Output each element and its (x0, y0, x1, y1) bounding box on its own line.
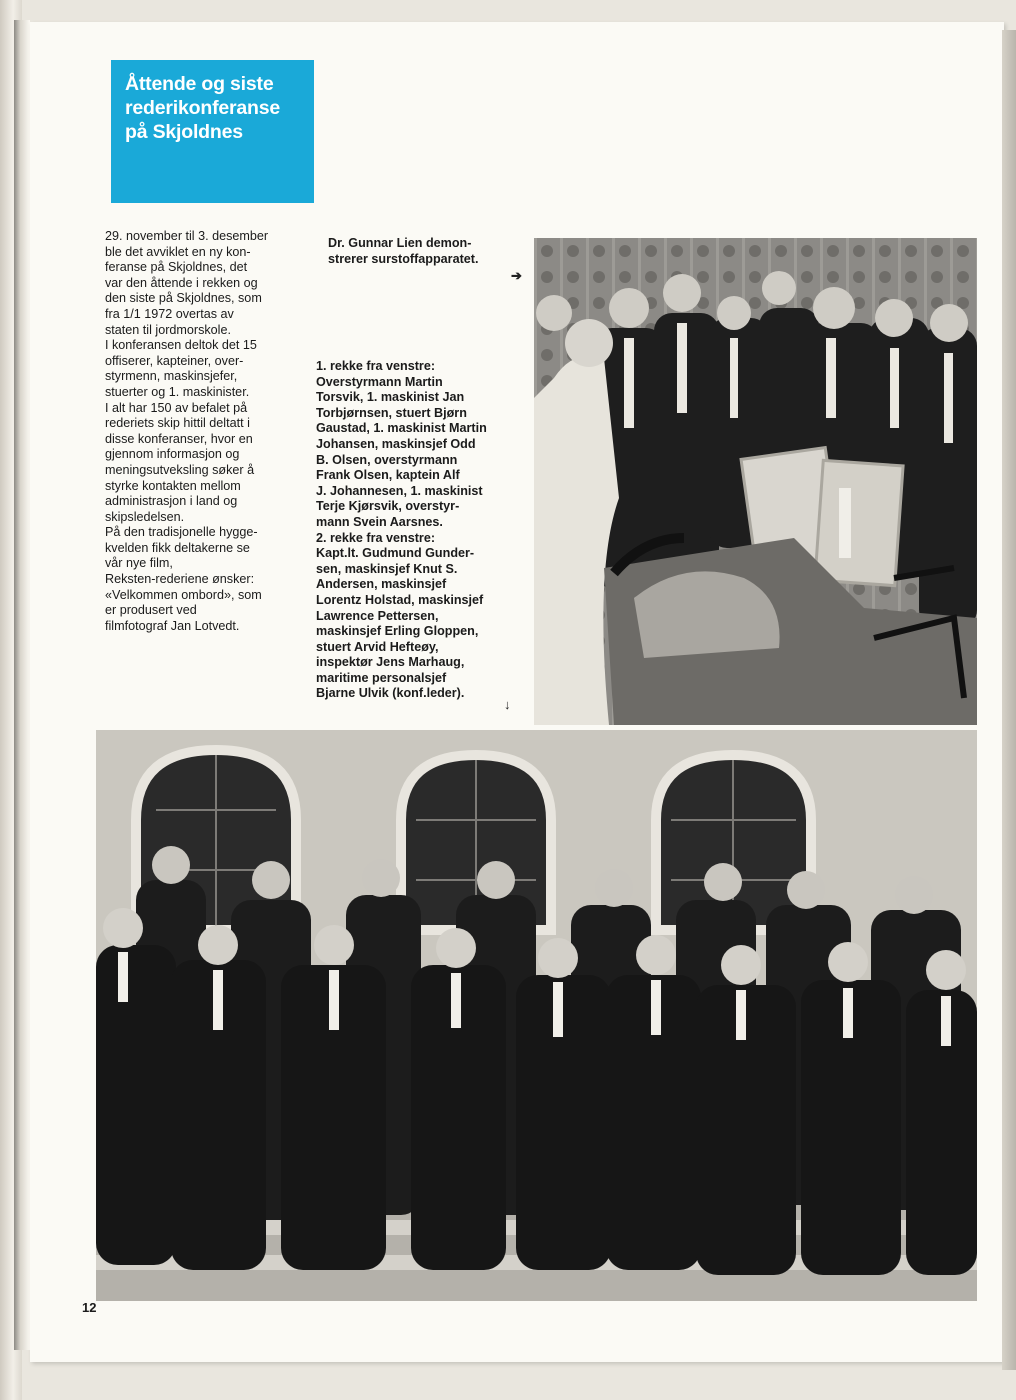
caption-line: sen, maskinsjef Knut S. (316, 561, 458, 576)
article-title-box (111, 60, 314, 203)
body-line: I konferansen deltok det 15 (105, 338, 257, 353)
body-line: vår nye film, (105, 556, 173, 571)
body-line: meningsutveksling søker å (105, 462, 255, 477)
body-line: «Velkommen ombord», som (105, 587, 262, 602)
caption-line: Andersen, maskinsjef (316, 577, 447, 592)
caption-line: Johansen, maskinsjef Odd (316, 436, 476, 451)
title-line-2: rederikonferanse (125, 97, 281, 119)
photo-caption-demo (328, 236, 528, 267)
body-line: disse konferanser, hvor en (105, 431, 253, 446)
body-line: ble det avviklet en ny kon- (105, 244, 251, 259)
body-line: er produsert ved (105, 603, 197, 618)
body-line: 29. november til 3. desember (105, 229, 269, 243)
caption-line: Lawrence Pettersen, (316, 608, 439, 623)
body-line: kvelden fikk deltakerne se (105, 540, 250, 555)
caption-line: Torsvik, 1. maskinist Jan (316, 390, 465, 405)
caption-line: 1. rekke fra venstre: (316, 359, 436, 373)
page-number: 12 (82, 1300, 97, 1315)
caption-line: B. Olsen, overstyrmann (316, 452, 458, 467)
caption-line: stuert Arvid Hefteøy, (316, 639, 439, 654)
binding-shadow (14, 20, 30, 1350)
photo-oxygen-demonstration (534, 238, 977, 725)
caption-line: Overstyrmann Martin (316, 374, 443, 389)
caption-line: J. Johannesen, 1. maskinist (316, 483, 483, 498)
caption-line: maskinsjef Erling Gloppen, (316, 624, 479, 639)
caption-line: mann Svein Aarsnes. (316, 514, 443, 529)
caption-line: Dr. Gunnar Lien demon- (328, 236, 472, 250)
body-line: den siste på Skjoldnes, som (105, 291, 262, 306)
page-right-edge (1002, 30, 1016, 1370)
photo-caption-group (316, 359, 528, 702)
title-line-1: Åttende og siste (125, 73, 274, 95)
caption-line: Bjarne Ulvik (konf.leder). (316, 686, 465, 701)
body-line: Reksten-rederiene ønsker: (105, 572, 255, 587)
caption-line: Frank Olsen, kaptein Alf (316, 468, 460, 483)
body-line: fra 1/1 1972 overtas av (105, 306, 234, 321)
body-line: I alt har 150 av befalet på (105, 400, 248, 415)
caption-line: Kapt.lt. Gudmund Gunder- (316, 546, 475, 561)
caption-line: Gaustad, 1. maskinist Martin (316, 421, 487, 436)
body-line: administrasjon i land og (105, 494, 238, 509)
arrow-down-icon: ↓ (504, 697, 511, 712)
body-line: skipsledelsen. (105, 509, 185, 524)
arrow-right-icon: ➔ (511, 268, 522, 283)
body-line: gjennom informasjon og (105, 447, 240, 462)
caption-line: Lorentz Holstad, maskinsjef (316, 592, 484, 607)
photo-group-portrait (96, 730, 977, 1301)
body-line: offiserer, kapteiner, over- (105, 353, 244, 368)
caption-line: maritime personalsjef (316, 670, 447, 685)
body-line: rederiets skip hittil deltatt i (105, 416, 250, 431)
caption-line: 2. rekke fra venstre: (316, 530, 436, 545)
title-line-3: på Skjoldnes (125, 121, 243, 143)
body-line: staten til jordmorskole. (105, 322, 231, 337)
article-body (105, 229, 313, 634)
body-line: feranse på Skjoldnes, det (105, 260, 248, 275)
caption-line: inspektør Jens Marhaug, (316, 655, 465, 670)
body-line: styrmenn, maskinsjefer, (105, 369, 238, 384)
caption-line: strerer surstoffapparatet. (328, 251, 479, 266)
body-line: styrke kontakten mellom (105, 478, 241, 493)
caption-line: Torbjørnsen, stuert Bjørn (316, 405, 467, 420)
caption-line: Terje Kjørsvik, overstyr- (316, 499, 460, 514)
body-line: var den åttende i rekken og (105, 275, 258, 290)
body-line: På den tradisjonelle hygge- (105, 525, 258, 540)
body-line: stuerter og 1. maskinister. (105, 384, 250, 399)
body-line: filmfotograf Jan Lotvedt. (105, 618, 240, 633)
